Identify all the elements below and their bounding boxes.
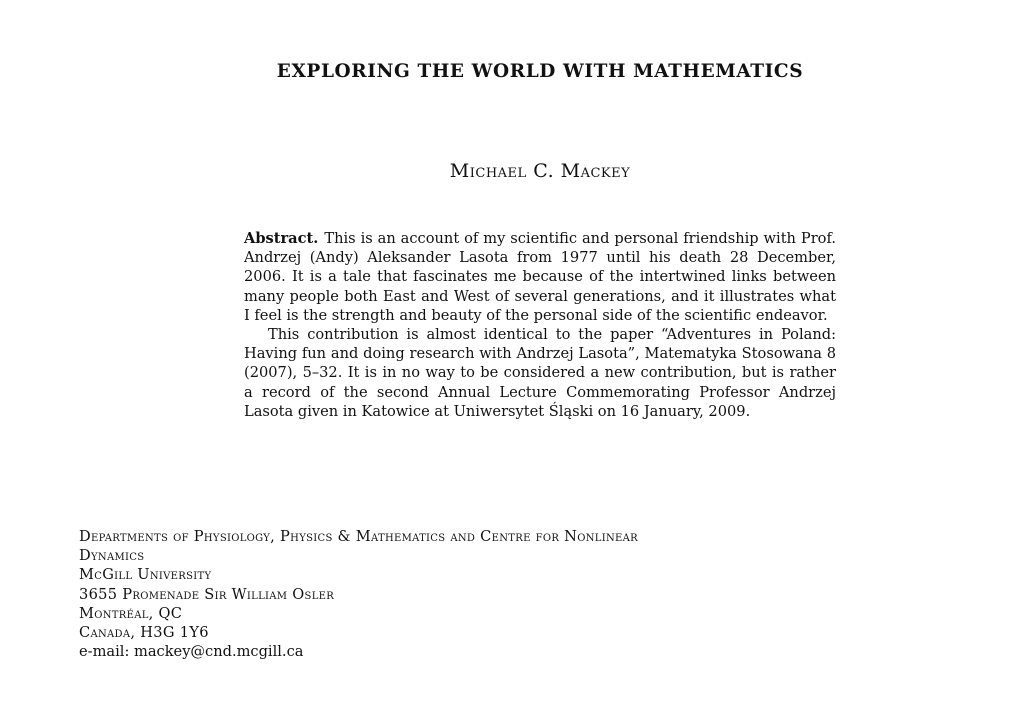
address-country: Canada, H3G 1Y6 (79, 624, 209, 642)
address-email: e-mail: mackey@cnd.mcgill.ca (79, 643, 304, 661)
abstract-block (244, 229, 836, 421)
address-department-line-1: Departments of Physiology, Physics & Mathematics and Centre for Nonlinear (79, 528, 638, 545)
author-name: Michael C. Mackey (449, 160, 631, 182)
abstract-label: Abstract. (244, 230, 319, 247)
author-address (79, 527, 799, 661)
abstract-paragraph-1 (244, 229, 836, 325)
address-department-line-2: Dynamics (79, 547, 145, 565)
paper-title: EXPLORING THE WORLD WITH MATHEMATICS (276, 61, 804, 82)
abstract-paragraph-1-text: This is an account of my scientific and personal friendship with Prof. Andrzej (Andy) Aleksander Lasota from 1977 until his death 28 December, 2006. It is a tale that fascinates me because of the intertwined links between many people both East and West of several generations, and it illustrates what I feel is the strength and beauty of the personal side of the scientific endeavor. (244, 230, 836, 324)
address-university: McGill University (79, 566, 212, 584)
abstract-paragraph-2: This contribution is almost identical to the paper “Adventures in Poland: Having fun and doing research with Andrzej Lasota”, Matematyka Stosowana 8 (2007), 5–32. It is in no way to be considered a new contribution, but is rather a record of the second Annual Lecture Commemorating Professor Andrzej Lasota given in Katowice at Uniwersytet Śląski on 16 January, 2009. (244, 326, 836, 420)
address-street: 3655 Promenade Sir William Osler (79, 585, 335, 603)
address-city: Montréal, QC (79, 604, 183, 622)
